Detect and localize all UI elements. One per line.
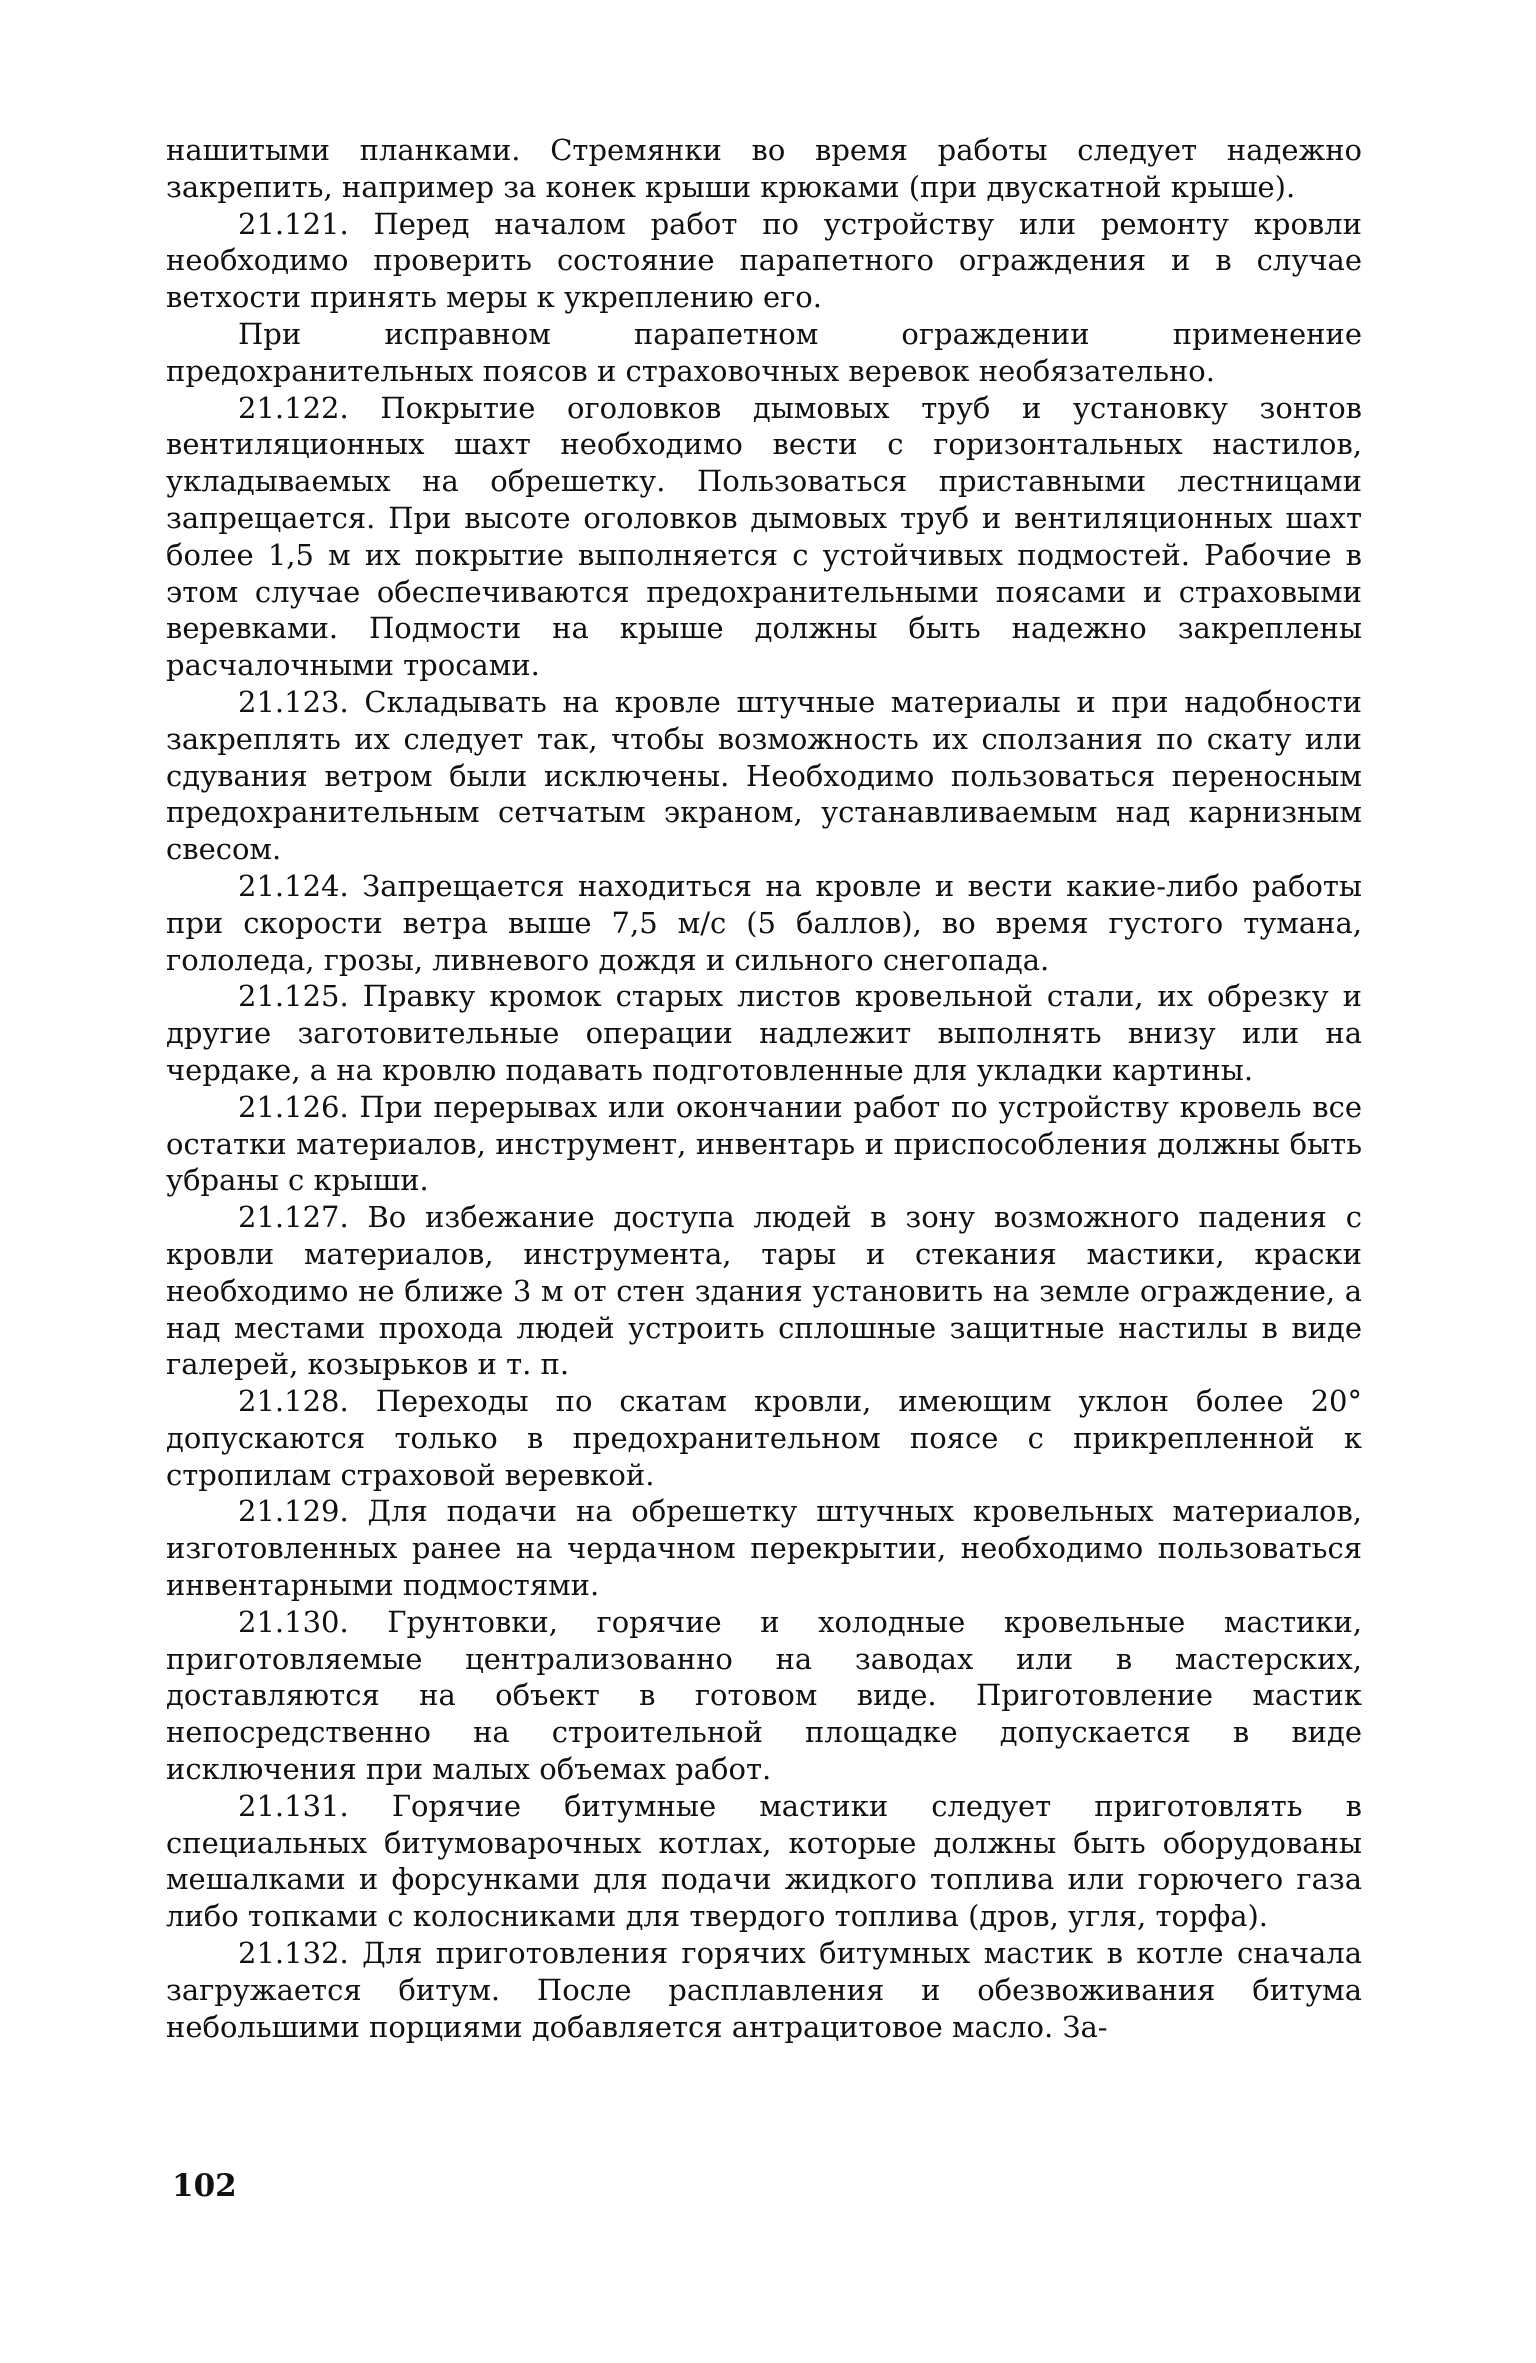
page-body (166, 132, 1362, 2045)
paragraph-21-129 (166, 1493, 1362, 1603)
paragraph-21-121-b (166, 316, 1362, 390)
paragraph-number: 21.121. (238, 206, 349, 241)
paragraph-number: 21.124. (238, 868, 349, 903)
paragraph-text: Горячие битумные мастики следует приготовлять в специальных битумоварочных котлах, которые должны быть оборудованы мешалками и форсунками для подачи жидкого топлива или горючего газа либо топками с колосниками для твердого топлива (дров, угля, торфа). (166, 1788, 1362, 1934)
paragraph-text: Запрещается находиться на кровле и вести какие-либо работы при скорости ветра выше 7,5 м/с (5 баллов), во время густого тумана, гололеда, грозы, ливневого дождя и сильного снегопада. (166, 868, 1362, 977)
paragraph-number: 21.131. (238, 1788, 349, 1823)
paragraph-21-130 (166, 1604, 1362, 1788)
paragraph-number: 21.128. (238, 1384, 349, 1419)
paragraph-text: Для подачи на обрешетку штучных кровельных материалов, изготовленных ранее на чердачном перекрытии, необходимо пользоваться инвентарными подмостями. (166, 1494, 1362, 1603)
paragraph-text: Во избежание доступа людей в зону возможного падения с кровли материалов, инструмента, тары и стекания мастики, краски необходимо не ближе 3 м от стен здания установить на земле ограждение, а над местами прохода людей устроить сплошные защитные настилы в виде галерей, козырьков и т. п. (166, 1200, 1363, 1382)
paragraph-text: Складывать на кровле штучные материалы и при надобности закреплять их следует так, чтобы возможность их сползания по скату или сдувания ветром были исключены. Необходимо пользоваться переносным предохранительным сетчатым экраном, устанавливаемым над карнизным свесом. (166, 684, 1363, 867)
paragraph-text: Перед началом работ по устройству или ремонту кровли необходимо проверить состояние парапетного ограждения и в случае ветхости принять меры к укреплению его. (166, 206, 1363, 315)
paragraph-number: 21.125. (238, 979, 349, 1014)
paragraph-text: Покрытие оголовков дымовых труб и установку зонтов вентиляционных шахт необходимо вести с горизонтальных настилов, укладываемых на обрешетку. Пользоваться приставными лестницами запрещается. При высоте оголовков дымовых труб и вентиляционных шахт более 1,5 м их покрытие выполняется с устойчивых подмостей. Рабочие в этом случае обеспечиваются предохранительными поясами и страховыми веревками. Подмости на крыше должны быть надежно закреплены расчалочными тросами. (166, 390, 1362, 683)
paragraph-number: 21.130. (238, 1604, 349, 1639)
paragraph-text: При исправном парапетном ограждении применение предохранительных поясов и страховочных веревок необязательно. (166, 316, 1362, 388)
paragraph-21-131 (166, 1788, 1362, 1935)
page-number: 102 (172, 2168, 237, 2204)
paragraph-21-124 (166, 868, 1362, 978)
paragraph-text: Переходы по скатам кровли, имеющим уклон более 20° допускаются только в предохранительном поясе с прикрепленной к стропилам страховой веревкой. (166, 1384, 1363, 1492)
paragraph-21-132 (166, 1935, 1362, 2045)
paragraph-21-126 (166, 1089, 1362, 1199)
paragraph-21-127 (166, 1199, 1362, 1383)
paragraph-number: 21.127. (238, 1200, 349, 1235)
paragraph-text: Грунтовки, горячие и холодные кровельные мастики, приготовляемые централизованно на заводах или в мастерских, доставляются на объект в готовом виде. Приготовление мастик непосредственно на строительной площадке допускается в виде исключения при малых объемах работ. (166, 1604, 1362, 1787)
paragraph-21-123 (166, 684, 1362, 868)
paragraph-number: 21.132. (238, 1936, 349, 1971)
paragraph-text: нашитыми планками. Стремянки во время работы следует надежно закрепить, например за конек крыши крюками (при двускатной крыше). (166, 133, 1362, 204)
paragraph-number: 21.122. (238, 390, 349, 425)
paragraph-number: 21.123. (238, 684, 349, 719)
paragraph-continuation (166, 132, 1362, 206)
paragraph-21-121 (166, 206, 1362, 316)
paragraph-text: Правку кромок старых листов кровельной стали, их обрезку и другие заготовительные операции надлежит выполнять внизу или на чердаке, а на кровлю подавать подготовленные для укладки картины. (166, 979, 1363, 1087)
paragraph-text: При перерывах или окончании работ по устройству кровель все остатки материалов, инструмент, инвентарь и приспособления должны быть убраны с крыши. (166, 1089, 1362, 1198)
paragraph-text: Для приготовления горячих битумных мастик в котле сначала загружается битум. После расплавления и обезвоживания битума небольшими порциями добавляется антрацитовое масло. За- (166, 1936, 1363, 2044)
paragraph-number: 21.129. (238, 1494, 349, 1529)
paragraph-number: 21.126. (238, 1089, 349, 1124)
paragraph-21-122 (166, 390, 1362, 684)
paragraph-21-128 (166, 1383, 1362, 1493)
paragraph-21-125 (166, 978, 1362, 1088)
